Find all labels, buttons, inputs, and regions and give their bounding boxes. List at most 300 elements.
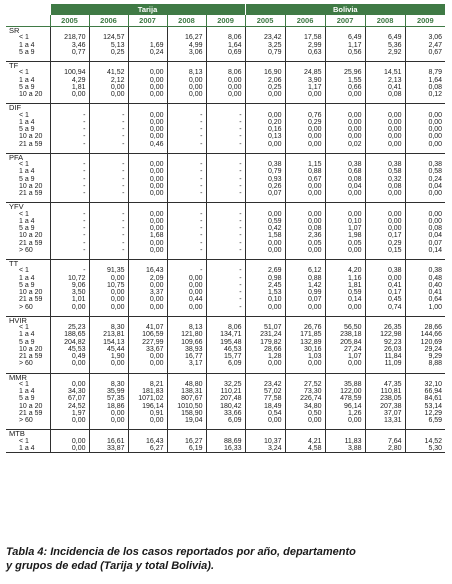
value-cell: 0,00 [325,126,365,133]
value-cell: 0,54 [245,410,285,417]
table-row [6,240,445,247]
value-cell: - [206,247,245,254]
section-label: TT [6,260,50,268]
section-label: MMR [6,373,50,381]
value-cell: - [206,218,245,225]
table-row [6,42,445,49]
value-cell: 0,00 [128,296,167,303]
empty-cell [245,373,285,381]
value-cell: - [89,141,128,148]
value-cell: - [50,247,89,254]
value-cell: 6,59 [405,417,445,424]
empty-cell [405,430,445,438]
empty-cell [89,203,128,211]
value-cell: - [89,218,128,225]
value-cell: 1,42 [285,282,325,289]
value-cell: 8,06 [206,34,245,41]
age-group-label: 1 a 4 [6,445,50,453]
empty-cell [89,430,128,438]
value-cell: 0,00 [405,119,445,126]
section-row [6,104,445,112]
value-cell: 0,00 [405,211,445,218]
value-cell: 91,35 [89,267,128,274]
value-cell: 0,00 [325,417,365,424]
value-cell: 3,37 [128,289,167,296]
value-cell: 0,25 [245,84,285,91]
value-cell: - [206,183,245,190]
table-row [6,346,445,353]
value-cell: 45,44 [89,346,128,353]
value-cell: 9,29 [405,353,445,360]
empty-cell [167,104,206,112]
value-cell: 0,64 [405,296,445,303]
value-cell: 8,06 [206,324,245,331]
corner-cell [6,4,50,15]
age-group-label: 1 a 4 [19,76,35,84]
value-cell: - [50,119,89,126]
table-row [6,112,445,119]
age-group-label: < 1 [19,380,29,388]
value-cell: - [206,112,245,119]
value-cell: - [167,161,206,168]
value-cell: 195,48 [206,339,245,346]
value-cell: 1,15 [285,161,325,168]
empty-cell [285,373,325,381]
value-cell: 1071,02 [128,395,167,402]
value-cell: 10,37 [245,438,285,445]
table-caption [6,545,446,573]
value-cell: 3,50 [50,289,89,296]
value-cell: - [167,133,206,140]
empty-cell [365,27,405,35]
age-group-label: 1 a 4 [19,331,35,339]
value-cell: 0,05 [285,240,325,247]
value-cell: - [167,176,206,183]
section-label: YFV [6,203,50,211]
table-row [6,410,445,417]
value-cell: 92,23 [365,339,405,346]
value-cell: 8,13 [167,324,206,331]
value-cell: - [206,168,245,175]
value-cell: - [206,119,245,126]
value-cell: 2,92 [365,49,405,56]
empty-cell [167,27,206,35]
value-cell: 0,08 [405,225,445,232]
value-cell: 0,00 [365,211,405,218]
value-cell: 37,07 [365,410,405,417]
value-cell: - [50,267,89,274]
value-cell: 0,00 [365,190,405,197]
value-cell: 204,82 [50,339,89,346]
value-cell: 226,74 [285,395,325,402]
value-cell: 32,25 [206,381,245,388]
value-cell: 0,00 [128,161,167,168]
table-row [6,126,445,133]
value-cell: 0,98 [245,275,285,282]
empty-cell [50,62,89,70]
table-body [6,4,445,453]
value-cell: 1,07 [325,225,365,232]
age-group-label: 10 a 20 [19,402,43,410]
empty-cell [206,203,245,211]
value-cell: 0,67 [405,49,445,56]
value-cell: 0,00 [365,133,405,140]
value-cell: 1,90 [89,353,128,360]
value-cell: 11,83 [325,438,365,445]
value-cell: 0,38 [365,267,405,274]
empty-cell [167,203,206,211]
empty-cell [325,316,365,324]
age-group-label: 10 a 20 [19,232,43,240]
value-cell: 0,00 [325,112,365,119]
value-cell: 0,58 [365,168,405,175]
value-cell: 0,59 [245,218,285,225]
value-cell: 0,00 [285,304,325,311]
empty-cell [365,104,405,112]
value-cell: 26,03 [365,346,405,353]
empty-cell [206,316,245,324]
empty-cell [128,260,167,268]
value-cell: 4,20 [325,267,365,274]
value-cell: 0,38 [245,161,285,168]
table-row [6,353,445,360]
value-cell: 0,48 [405,275,445,282]
value-cell: 0,26 [245,183,285,190]
age-group-label: 5 a 9 [19,225,35,232]
value-cell: 0,00 [285,91,325,98]
value-cell: 0,00 [128,112,167,119]
empty-cell [89,27,128,35]
value-cell: 0,00 [128,282,167,289]
year-header-bolivia-2006: 2006 [285,15,325,27]
value-cell: - [50,141,89,148]
year-header-tarija-2005: 2005 [50,15,89,27]
value-cell: 1,69 [128,42,167,49]
value-cell: - [50,133,89,140]
empty-cell [405,104,445,112]
empty-cell [245,203,285,211]
value-cell: 0,00 [128,304,167,311]
value-cell: 10,72 [50,275,89,282]
year-header-bolivia-2005: 2005 [245,15,285,27]
value-cell: 0,04 [325,183,365,190]
value-cell: 0,00 [128,353,167,360]
value-cell: 0,77 [50,49,89,56]
empty-cell [245,430,285,438]
empty-cell [285,260,325,268]
value-cell: 4,21 [285,438,325,445]
value-cell: - [206,304,245,311]
year-header-bolivia-2007: 2007 [325,15,365,27]
value-cell: 1,28 [245,353,285,360]
value-cell: 11,84 [365,353,405,360]
value-cell: 2,99 [285,42,325,49]
value-cell: 0,00 [365,218,405,225]
value-cell: 181,83 [128,388,167,395]
year-header-row [6,15,445,27]
value-cell: 0,00 [245,360,285,367]
value-cell: - [206,296,245,303]
value-cell: 0,00 [128,211,167,218]
age-group-label: 5 a 9 [19,338,35,346]
value-cell: 53,14 [405,403,445,410]
empty-cell [50,316,89,324]
value-cell: 0,00 [128,417,167,424]
value-cell: 0,00 [89,289,128,296]
empty-cell [365,373,405,381]
value-cell: - [89,183,128,190]
empty-cell [128,316,167,324]
value-cell: 0,00 [285,133,325,140]
value-cell: 67,07 [50,395,89,402]
value-cell: 188,65 [50,331,89,338]
value-cell: 46,53 [206,346,245,353]
empty-cell [365,430,405,438]
value-cell: 8,21 [128,381,167,388]
empty-cell [365,62,405,70]
value-cell: 0,25 [89,49,128,56]
value-cell: 15,77 [206,353,245,360]
section-row [6,27,445,35]
empty-cell [285,104,325,112]
value-cell: - [89,176,128,183]
value-cell: 0,79 [245,49,285,56]
empty-cell [245,27,285,35]
value-cell: 0,00 [365,275,405,282]
empty-cell [245,316,285,324]
age-group-label: > 60 [19,303,33,311]
value-cell: 227,99 [128,339,167,346]
table-row [6,133,445,140]
age-group-label: < 1 [19,34,29,42]
empty-cell [167,430,206,438]
value-cell: 38,93 [167,346,206,353]
empty-cell [365,203,405,211]
value-cell: - [167,119,206,126]
empty-cell [405,260,445,268]
year-header-bolivia-2009: 2009 [405,15,445,27]
value-cell: 26,76 [285,324,325,331]
value-cell: 6,27 [128,445,167,453]
value-cell: 0,00 [50,417,89,424]
value-cell: 8,06 [206,69,245,76]
section-label: HVIR [6,316,50,324]
empty-cell [405,373,445,381]
value-cell: 110,21 [206,388,245,395]
age-group-label: 1 a 4 [19,118,35,126]
value-cell: 0,69 [206,49,245,56]
section-row [6,373,445,381]
value-cell: 0,49 [50,353,89,360]
age-group-label: 1 a 4 [19,274,35,282]
value-cell: - [89,232,128,239]
value-cell: 238,05 [365,395,405,402]
age-group-label: < 1 [19,210,29,218]
value-cell: 0,41 [405,289,445,296]
value-cell: - [89,119,128,126]
value-cell: - [50,176,89,183]
value-cell: 0,10 [245,296,285,303]
value-cell: 1,64 [206,42,245,49]
empty-cell [245,260,285,268]
value-cell: 0,44 [167,296,206,303]
value-cell: 0,24 [128,49,167,56]
value-cell: 0,14 [405,247,445,254]
value-cell: 8,30 [89,381,128,388]
value-cell: - [50,168,89,175]
value-cell: 34,80 [285,403,325,410]
empty-cell [50,104,89,112]
value-cell: - [167,112,206,119]
value-cell: 0,00 [167,289,206,296]
value-cell: - [167,190,206,197]
value-cell: 0,38 [325,161,365,168]
empty-cell [206,260,245,268]
age-group-label: > 60 [19,417,33,424]
age-group-label: < 1 [19,437,29,445]
value-cell: - [206,232,245,239]
value-cell: - [89,161,128,168]
value-cell: - [206,133,245,140]
value-cell: 0,08 [285,225,325,232]
value-cell: 4,58 [285,445,325,453]
value-cell: - [50,161,89,168]
value-cell: 34,30 [50,388,89,395]
value-cell: 0,00 [245,247,285,254]
value-cell: - [50,112,89,119]
value-cell: 0,00 [89,304,128,311]
table-row [6,176,445,183]
value-cell: - [206,289,245,296]
table-row [6,211,445,218]
value-cell: 24,85 [285,69,325,76]
empty-cell [50,153,89,161]
value-cell: 77,58 [245,395,285,402]
table-row [6,247,445,254]
empty-cell [365,260,405,268]
empty-cell [365,316,405,324]
value-cell: 2,45 [245,282,285,289]
value-cell: - [206,126,245,133]
value-cell: 0,00 [167,304,206,311]
value-cell: 0,00 [50,381,89,388]
value-cell: 8,13 [167,69,206,76]
value-cell: 0,00 [128,240,167,247]
empty-cell [245,104,285,112]
value-cell: 134,71 [206,331,245,338]
section-label: PFA [6,153,50,161]
table-row [6,267,445,274]
value-cell: 2,13 [365,77,405,84]
value-cell: 0,00 [325,247,365,254]
value-cell: 0,59 [325,289,365,296]
value-cell: 1,00 [405,304,445,311]
value-cell: 3,25 [245,42,285,49]
value-cell: 0,88 [285,275,325,282]
value-cell: 5,13 [89,42,128,49]
empty-cell [325,203,365,211]
value-cell: 238,18 [325,331,365,338]
table-row [6,360,445,367]
empty-cell [89,62,128,70]
table-row [6,190,445,197]
value-cell: 0,00 [128,190,167,197]
table-row [6,304,445,311]
value-cell: - [89,211,128,218]
value-cell: 1,55 [325,77,365,84]
empty-cell [128,153,167,161]
value-cell: 18,86 [89,403,128,410]
value-cell: 1,07 [325,353,365,360]
value-cell: 0,00 [285,126,325,133]
value-cell: 84,61 [405,395,445,402]
table-row [6,445,445,453]
age-group-label: 21 a 59 [19,140,43,148]
value-cell: 0,99 [285,289,325,296]
empty-cell [89,153,128,161]
value-cell: 0,00 [89,360,128,367]
value-cell: - [167,267,206,274]
age-group-label: 5 a 9 [19,175,35,183]
value-cell: - [206,176,245,183]
group-header-bolivia: Bolivia [245,4,445,15]
value-cell: 0,08 [405,84,445,91]
value-cell: 3,46 [50,42,89,49]
value-cell: 0,00 [128,77,167,84]
section-row [6,430,445,438]
value-cell: 73,30 [285,388,325,395]
value-cell: 1,17 [285,84,325,91]
value-cell: 0,00 [89,84,128,91]
value-cell: - [206,275,245,282]
empty-cell [285,203,325,211]
empty-cell [206,104,245,112]
value-cell: - [167,218,206,225]
value-cell: 0,41 [365,282,405,289]
value-cell: 56,50 [325,324,365,331]
value-cell: 100,94 [50,69,89,76]
value-cell: 2,12 [89,77,128,84]
value-cell: - [167,168,206,175]
value-cell: 29,24 [405,346,445,353]
value-cell: 207,38 [365,403,405,410]
value-cell: 2,06 [245,77,285,84]
empty-cell [245,153,285,161]
table-row [6,232,445,239]
empty-cell [245,62,285,70]
value-cell: 16,43 [128,438,167,445]
value-cell: 1,53 [245,289,285,296]
value-cell: 48,80 [167,381,206,388]
empty-cell [285,153,325,161]
value-cell: 0,15 [365,247,405,254]
section-row [6,203,445,211]
value-cell: 2,69 [245,267,285,274]
value-cell: 0,00 [285,417,325,424]
value-cell: 57,02 [245,388,285,395]
caption-line-2: y grupos de edad (Tarija y total Bolivia). [6,560,215,572]
empty-cell [206,62,245,70]
value-cell: 1,58 [245,232,285,239]
table-row [6,91,445,98]
value-cell: - [50,190,89,197]
age-group-label: 10 a 20 [19,345,43,353]
age-group-label: 10 a 20 [19,133,43,141]
value-cell: - [50,126,89,133]
value-cell: 122,00 [325,388,365,395]
value-cell: 0,00 [405,218,445,225]
value-cell: 0,13 [245,133,285,140]
